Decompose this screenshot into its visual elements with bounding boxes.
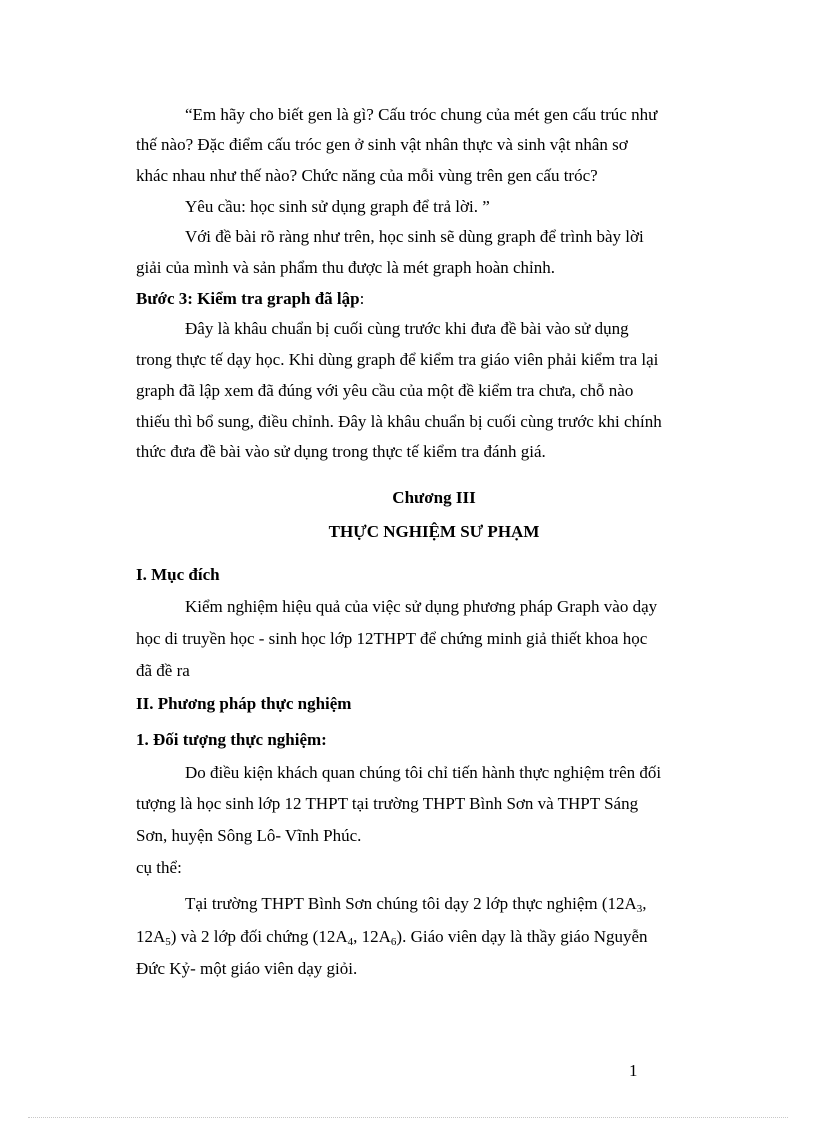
p7-line2-sub3: 6 xyxy=(390,936,397,948)
step-3-heading-text: Bước 3: Kiểm tra graph đã lập xyxy=(136,289,360,308)
p7-line2-part3: , 12A xyxy=(353,927,391,946)
paragraph-3-line-5: thức đưa đề bài vào sử dụng trong thực tế kiểm tra đánh giá. xyxy=(136,442,546,461)
p7-line2-part4: ). Giáo viên dạy là thầy giáo Nguyễn xyxy=(396,927,648,946)
p7-line2-sub2: 4 xyxy=(347,936,354,948)
requirement-line: Yêu cầu: học sinh sử dụng graph để trả lời. ” xyxy=(185,197,490,216)
paragraph-6: cụ thể: xyxy=(136,858,182,877)
step-3-heading xyxy=(136,288,732,310)
subsection-heading-1: 1. Đối tượng thực nghiệm: xyxy=(136,730,327,749)
p7-line2-part1: 12A xyxy=(136,927,166,946)
paragraph-7-line-2 xyxy=(136,926,732,948)
paragraph-7-line-3: Đức Kỷ- một giáo viên dạy giỏi. xyxy=(136,959,358,978)
step-3-heading-colon: : xyxy=(359,289,365,308)
footer-divider xyxy=(28,1117,788,1118)
paragraph-2-line-2: giải của mình và sản phẩm thu được là mét graph hoàn chỉnh. xyxy=(136,258,556,277)
paragraph-5-line-1: Do điều kiện khách quan chúng tôi chỉ tiến hành thực nghiệm trên đối xyxy=(185,763,662,782)
paragraph-4-line-1: Kiểm nghiệm hiệu quả của việc sử dụng phương pháp Graph vào dạy xyxy=(185,597,658,616)
p7-line1-text: Tại trường THPT Bình Sơn chúng tôi dạy 2 lớp thực nghiệm (12A xyxy=(185,894,637,913)
paragraph-2-line-1: Với đề bài rõ ràng như trên, học sinh sẽ dùng graph để trình bày lời xyxy=(185,227,644,246)
question-line-1: “Em hãy cho biết gen là gì? Cấu tróc chung của mét gen cấu trúc như xyxy=(185,105,658,124)
paragraph-3-line-2: trong thực tế dạy học. Khi dùng graph để kiểm tra giáo viên phải kiểm tra lại xyxy=(136,350,659,369)
section-heading-1: I. Mục đích xyxy=(136,565,220,584)
paragraph-7-line-1 xyxy=(185,893,732,915)
section-heading-2: II. Phương pháp thực nghiệm xyxy=(136,694,352,713)
paragraph-5-line-2: tượng là học sinh lớp 12 THPT tại trường THPT Bình Sơn và THPT Sáng xyxy=(136,794,639,813)
paragraph-3-line-1: Đây là khâu chuẩn bị cuối cùng trước khi đưa đề bài vào sử dụng xyxy=(185,319,629,338)
p7-line2-part2: ) và 2 lớp đối chứng (12A xyxy=(170,927,348,946)
chapter-label: Chương III xyxy=(392,488,476,507)
question-line-2: thế nào? Đặc điểm cấu tróc gen ở sinh vật nhân thực và sinh vật nhân sơ xyxy=(136,135,628,154)
p7-line2-sub1: 5 xyxy=(165,936,171,948)
question-line-3: khác nhau như thế nào? Chức năng của mỗi vùng trên gen cấu tróc? xyxy=(136,166,598,185)
p7-line1-comma: , xyxy=(642,894,647,913)
paragraph-5-line-3: Sơn, huyện Sông Lô- Vĩnh Phúc. xyxy=(136,826,362,845)
p7-line1-subscript: 3 xyxy=(636,903,643,915)
paragraph-3-line-3: graph đã lập xem đã đúng với yêu cầu của một đề kiểm tra chưa, chỗ nào xyxy=(136,381,634,400)
chapter-title: THỰC NGHIỆM SƯ PHẠM xyxy=(328,522,540,541)
page-number: 1 xyxy=(629,1061,638,1080)
paragraph-4-line-2: học di truyền học - sinh học lớp 12THPT để chứng minh giả thiết khoa học xyxy=(136,629,648,648)
paragraph-4-line-3: đã đề ra xyxy=(136,661,190,680)
paragraph-3-line-4: thiếu thì bổ sung, điều chỉnh. Đây là khâu chuẩn bị cuối cùng trước khi chính xyxy=(136,412,662,431)
